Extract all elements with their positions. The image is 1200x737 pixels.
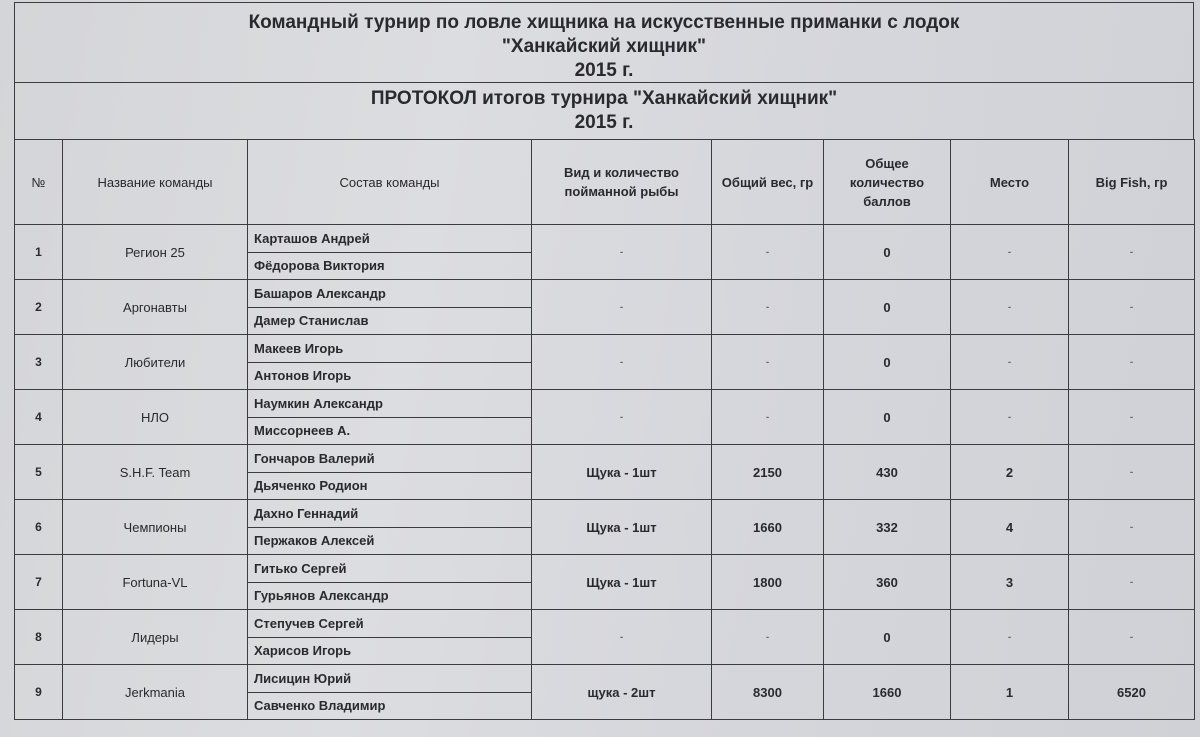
team-number: 7: [15, 555, 63, 610]
team-member: Фёдорова Виктория: [248, 252, 532, 280]
big-fish-weight: -: [1069, 610, 1195, 665]
protocol-title: [14, 82, 1194, 139]
place: 2: [951, 445, 1069, 500]
col-place: Место: [951, 140, 1069, 225]
place: 4: [951, 500, 1069, 555]
team-member: Степучев Сергей: [248, 610, 532, 638]
team-member: Антонов Игорь: [248, 362, 532, 390]
big-fish-weight: -: [1069, 280, 1195, 335]
place: -: [951, 610, 1069, 665]
table-row: [15, 335, 1195, 363]
team-name: Любители: [63, 335, 248, 390]
team-member: Карташов Андрей: [248, 225, 532, 253]
team-number: 2: [15, 280, 63, 335]
total-weight: -: [712, 610, 824, 665]
col-total-weight: Общий вес, гр: [712, 140, 824, 225]
place: -: [951, 390, 1069, 445]
team-member: Дамер Станислав: [248, 307, 532, 335]
title-line-2: "Ханкайский хищник": [501, 36, 707, 57]
results-table: [14, 139, 1195, 720]
team-number: 3: [15, 335, 63, 390]
total-points: 332: [824, 500, 951, 555]
team-member: Миссорнеев А.: [248, 417, 532, 445]
fish-caught: -: [532, 610, 712, 665]
big-fish-weight: -: [1069, 335, 1195, 390]
total-weight: -: [712, 280, 824, 335]
big-fish-weight: -: [1069, 555, 1195, 610]
protocol-line-1: ПРОТОКОЛ итогов турнира "Ханкайский хищник": [370, 88, 838, 109]
col-fish-caught: Вид и количество пойманной рыбы: [532, 140, 712, 225]
table-row: [15, 500, 1195, 528]
col-number: №: [15, 140, 63, 225]
team-number: 4: [15, 390, 63, 445]
col-team-members: Состав команды: [248, 140, 532, 225]
total-weight: -: [712, 335, 824, 390]
table-row: [15, 225, 1195, 253]
team-number: 6: [15, 500, 63, 555]
col-team-name: Название команды: [63, 140, 248, 225]
team-number: 1: [15, 225, 63, 280]
team-name: Чемпионы: [63, 500, 248, 555]
team-member: Гурьянов Александр: [248, 582, 532, 610]
header-row: [15, 140, 1195, 225]
place: -: [951, 225, 1069, 280]
big-fish-weight: 6520: [1069, 665, 1195, 720]
protocol-year: 2015 г.: [574, 112, 634, 133]
total-points: 0: [824, 390, 951, 445]
big-fish-weight: -: [1069, 445, 1195, 500]
fish-caught: Щука - 1шт: [532, 555, 712, 610]
team-member: Гончаров Валерий: [248, 445, 532, 473]
title-line-1: Командный турнир по ловле хищника на искусственные приманки с лодок: [248, 12, 960, 33]
team-name: Лидеры: [63, 610, 248, 665]
total-weight: -: [712, 390, 824, 445]
team-member: Наумкин Александр: [248, 390, 532, 418]
title-year: 2015 г.: [574, 60, 634, 81]
fish-caught: Щука - 1шт: [532, 445, 712, 500]
total-points: 0: [824, 225, 951, 280]
team-number: 5: [15, 445, 63, 500]
team-member: Башаров Александр: [248, 280, 532, 308]
total-weight: 1800: [712, 555, 824, 610]
total-points: 430: [824, 445, 951, 500]
tournament-title: [14, 2, 1194, 82]
total-points: 1660: [824, 665, 951, 720]
fish-caught: щука - 2шт: [532, 665, 712, 720]
place: -: [951, 335, 1069, 390]
team-number: 8: [15, 610, 63, 665]
results-sheet: [14, 2, 1194, 720]
table-row: [15, 555, 1195, 583]
big-fish-weight: -: [1069, 390, 1195, 445]
team-member: Дьяченко Родион: [248, 472, 532, 500]
total-weight: 8300: [712, 665, 824, 720]
total-weight: 1660: [712, 500, 824, 555]
team-name: Регион 25: [63, 225, 248, 280]
team-name: Аргонавты: [63, 280, 248, 335]
team-member: Гитько Сергей: [248, 555, 532, 583]
team-name: Fortuna-VL: [63, 555, 248, 610]
fish-caught: -: [532, 335, 712, 390]
team-name: S.H.F. Team: [63, 445, 248, 500]
total-points: 0: [824, 335, 951, 390]
team-member: Макеев Игорь: [248, 335, 532, 363]
place: 1: [951, 665, 1069, 720]
fish-caught: Щука - 1шт: [532, 500, 712, 555]
table-row: [15, 610, 1195, 638]
fish-caught: -: [532, 280, 712, 335]
total-points: 0: [824, 610, 951, 665]
fish-caught: -: [532, 225, 712, 280]
team-number: 9: [15, 665, 63, 720]
place: -: [951, 280, 1069, 335]
place: 3: [951, 555, 1069, 610]
results-body: [15, 225, 1195, 720]
table-row: [15, 280, 1195, 308]
total-points: 360: [824, 555, 951, 610]
team-member: Пержаков Алексей: [248, 527, 532, 555]
total-points: 0: [824, 280, 951, 335]
team-member: Савченко Владимир: [248, 692, 532, 720]
team-name: НЛО: [63, 390, 248, 445]
big-fish-weight: -: [1069, 225, 1195, 280]
col-big-fish: Big Fish, гр: [1069, 140, 1195, 225]
team-member: Лисицин Юрий: [248, 665, 532, 693]
team-name: Jerkmania: [63, 665, 248, 720]
table-row: [15, 665, 1195, 693]
table-row: [15, 390, 1195, 418]
total-weight: 2150: [712, 445, 824, 500]
team-member: Харисов Игорь: [248, 637, 532, 665]
big-fish-weight: -: [1069, 500, 1195, 555]
col-total-points: Общее количество баллов: [824, 140, 951, 225]
team-member: Дахно Геннадий: [248, 500, 532, 528]
fish-caught: -: [532, 390, 712, 445]
total-weight: -: [712, 225, 824, 280]
table-row: [15, 445, 1195, 473]
